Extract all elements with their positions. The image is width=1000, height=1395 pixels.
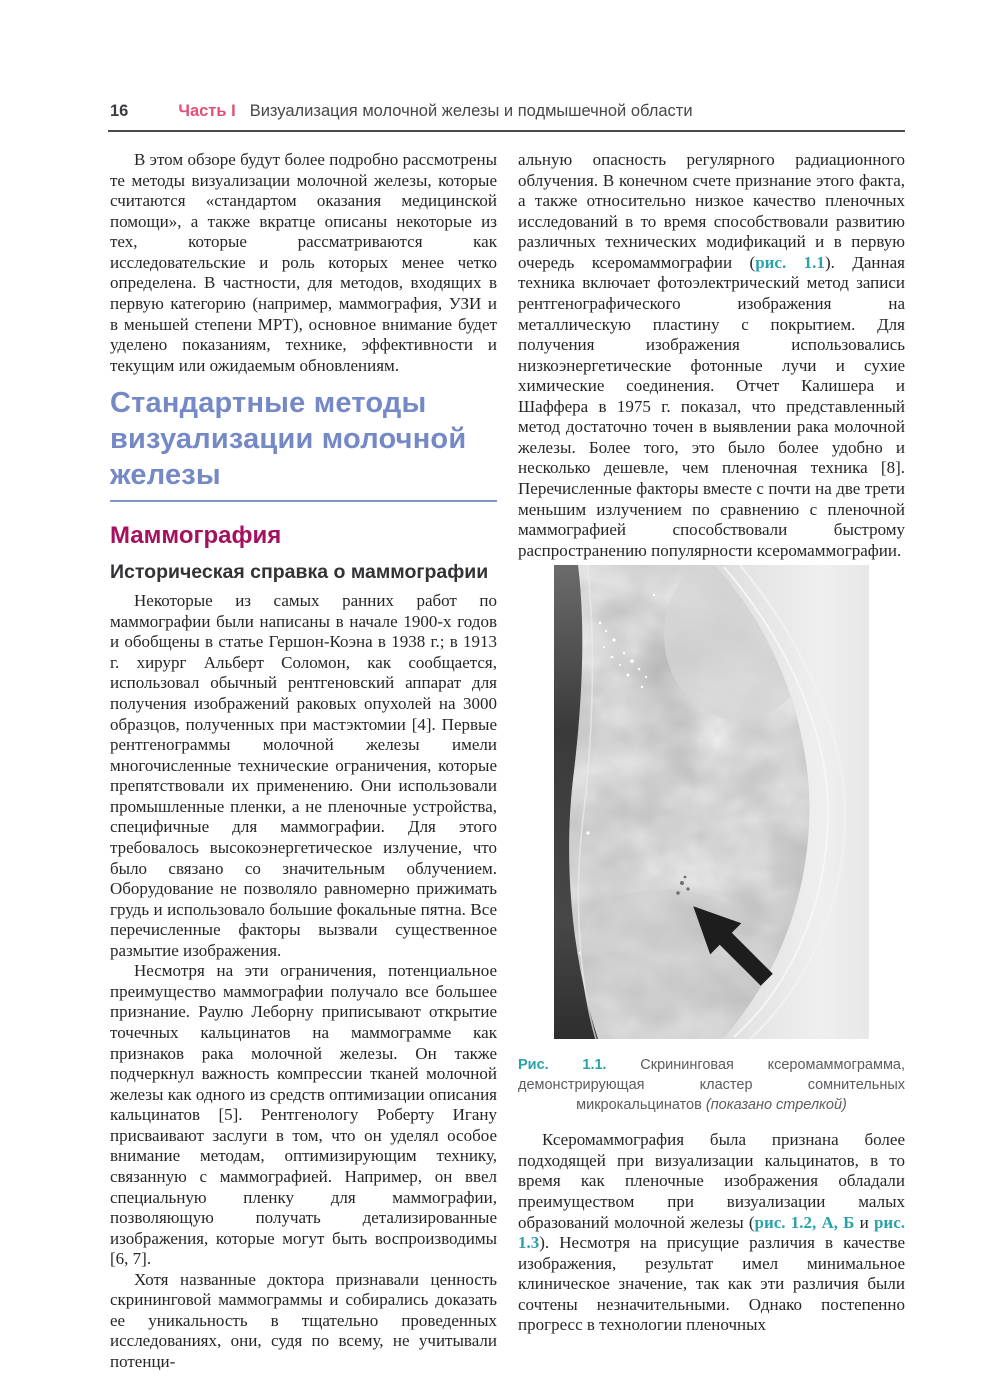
- running-title: Визуализация молочной железы и подмышечной области: [249, 102, 693, 120]
- text-segment: Ксеромаммография была признана более подходящей при визуализации кальцинатов, в то время как пленочные изображения обладали преимуществом при визуализации малых образований молочной железы (: [518, 1130, 905, 1232]
- figure-caption-label: Рис. 1.1.: [518, 1057, 641, 1074]
- running-head: [110, 102, 905, 121]
- continuation-paragraph: [518, 150, 905, 561]
- text-segment: ). Данная техника включает фотоэлектрический метод записи рентгенографического изображения на металлическую пластину с покрытием. Для получения изображения использовались низкоэнергетические фотонные лучи и сухие химические соединения. Отчет Калишера и Шаффера в 1975 г. показал, что представленный метод достаточно точен в выявлении рака молочной железы. Более того, это было более удобно и несколько дешевле, чем пленочная техника [8]. Перечисленные факторы вместе с почти на две трети меньшим излучением по сравнению с пленочной маммографией способствовали быстрому распространению популярности ксеромаммографии.: [518, 252, 905, 560]
- text-segment: и: [854, 1212, 874, 1232]
- paragraph-doctors: Хотя названные доктора признавали ценность скрининговой маммограммы и собирались доказать ее уникальность в тщательно проведенных исследованиях, они, судя по всему, не учитывали потенци-: [110, 1269, 497, 1371]
- mammography-heading: Маммография: [110, 522, 282, 550]
- intro-paragraph: В этом обзоре будут более подробно рассмотрены те методы визуализации молочной железы, которые считаются «стандартом оказания медицинской помощи», а также вкратце описаны некоторые из тех, которые рассматриваются как исследовательские и роль которых менее четко определена. В частности, для методов, входящих в первую категорию (например, маммография, УЗИ и в меньшей степени МРТ), основное внимание будет уделено показаниям, технике, эффективности и текущим или ожидаемым обновлениям.: [110, 150, 497, 375]
- text-segment: ). Несмотря на присущие различия в качестве изображения, результат имел минимальное клиническое значение, так как эти различия были сочтены незначительными. Однако постепенно прогресс в технологии пленочных: [518, 1233, 905, 1335]
- right-column: [518, 150, 905, 1336]
- section-title: Стандартные методы визуализации молочной железы: [110, 385, 497, 502]
- page-number: 16: [110, 102, 129, 120]
- figure-caption-note: (показано стрелкой): [705, 1097, 847, 1114]
- paragraph-recognition: Несмотря на эти ограничения, потенциальное преимущество маммографии получало все большее признание. Раулю Леборну приписывают открытие точечных кальцинатов на маммограмме как признаков рака молочной железы. Он также подчеркнул важность компрессии тканей молочной железы как одного из средств оптимизации описания кальцинатов [5]. Рентгенологу Роберту Игану присваивают заслуги в том, что он уделял особое внимание методам, оптимизирующим технику, связанную с маммографией. Например, он ввел специальную пленку для маммографии, позволяющую получать детализированные изображения, которые могут быть воспроизводимы [6, 7].: [110, 961, 497, 1269]
- text-segment: альную опасность регулярного радиационного облучения. В конечном счете признание этого факта, а также относительно низкое качество пленочных исследований в то время способствовали развитию различных технических модификаций и в первую очередь ксеромаммографии (: [518, 150, 905, 272]
- part-label: Часть I: [178, 102, 236, 120]
- xeromammogram-image: [554, 565, 869, 1039]
- figure-reference-1-3: рис. 1.3: [518, 1212, 905, 1253]
- figure-reference-1-2: рис. 1.2, А, Б: [754, 1212, 855, 1232]
- text-segment: Скрининговая ксеромаммограмма, демонстрирующая кластер сомнительных микрокальцинатов: [518, 1057, 906, 1114]
- figure-reference-1-1: рис. 1.1: [755, 252, 825, 272]
- left-column: [110, 150, 497, 1373]
- history-heading: Историческая справка о маммографии: [110, 561, 489, 584]
- figure-caption: [518, 1055, 905, 1115]
- closing-paragraph: [518, 1130, 905, 1336]
- xeromammogram-figure: [518, 565, 905, 1044]
- header-rule: [108, 130, 905, 132]
- paragraph-early-works: Некоторые из самых ранних работ по маммографии были написаны в начале 1900-х годов и обобщены в статье Гершон-Коэна в 1938 г.; в 1913 г. хирург Альберт Соломон, как сообщается, использовал обычный рентгеновский аппарат для получения изображений раковых опухолей на 3000 образцов, полученных при мастэктомии [4]. Первые рентгенограммы молочной железы имели многочисленные технические ограничения, которые препятствовали их применению. Они использовали промышленные пленки, а не пленочные устройства, специфичные для маммографии. Для этого требовалось высокоэнергетическое излучение, что было связано со значительным облучением. Оборудование не позволяло равномерно прижимать грудь и использовало большие фокальные пятна. Все перечисленные факторы вызвали существенное размытие изображения.: [110, 591, 497, 960]
